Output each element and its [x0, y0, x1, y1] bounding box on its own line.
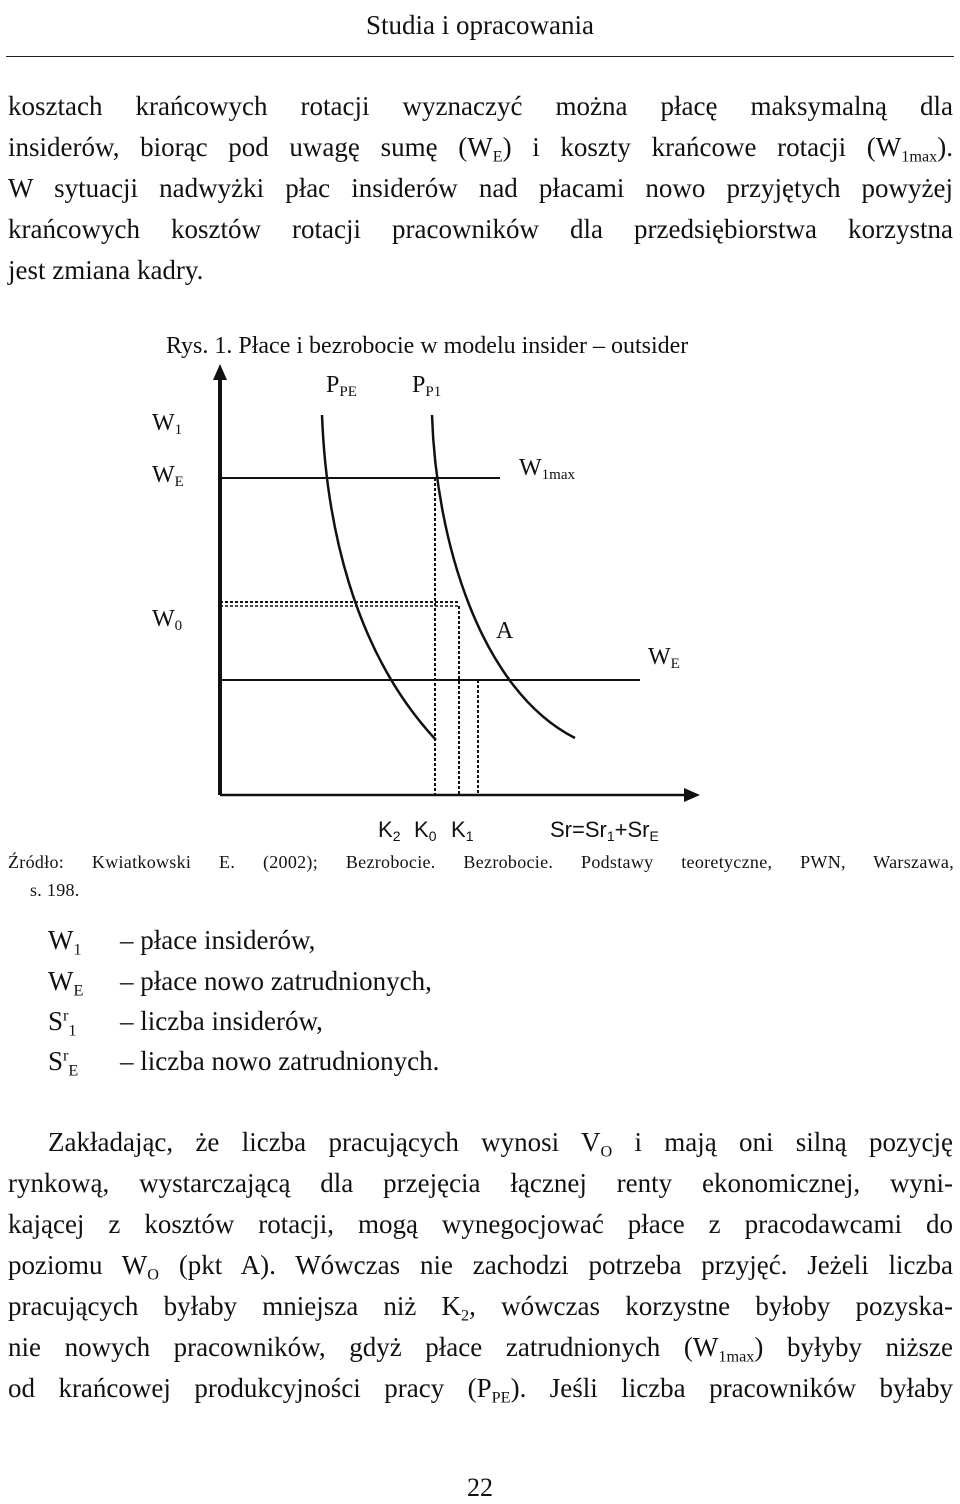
intro-line: jest zmiana kadry.	[8, 255, 204, 285]
label-k2: K2	[378, 817, 401, 844]
figure-source: Źródło: Kwiatkowski E. (2002); Bezrobocie. Bezrobocie. Podstawy teoretyczne, PWN, Warszawa,	[8, 852, 954, 872]
intro-line: W sytuacji nadwyżki płac insiderów nad płacami nowo przyjętych powyżej	[8, 173, 953, 203]
x-axis-arrow	[684, 788, 700, 802]
legend-item: $S^r_E$ – liczba nowo zatrudnionych.	[48, 1046, 440, 1080]
pp1-curve	[432, 415, 575, 738]
legend-item: $W_1$ – płace insiderów,	[48, 925, 316, 959]
body-line: pracujących byłaby mniejsza niż $K_2$, wówczas korzystne byłoby pozyska-	[8, 1291, 953, 1325]
body-line: rynkową, wystarczającą dla przejęcia łącznej renty ekonomicznej, wyni-	[8, 1168, 953, 1198]
label-ppe: PPE	[326, 372, 357, 400]
body-line: od krańcowej produkcyjności pracy $(P_{PE})$. Jeśli liczba pracowników byłaby	[8, 1373, 953, 1407]
label-k1: K1	[451, 817, 474, 844]
body-line: poziomu $W_O$ (pkt A). Wówczas nie zachodzi potrzeba przyjęć. Jeżeli liczba	[8, 1250, 953, 1284]
y-axis-arrow	[213, 364, 227, 380]
label-we-line: WE	[648, 644, 680, 672]
ppe-curve	[322, 415, 436, 740]
legend-item: $W_E$ – płace nowo zatrudnionych,	[48, 966, 432, 1000]
body-line: kającej z kosztów rotacji, mogą wynegocjować płace z pracodawcami do	[8, 1209, 953, 1239]
running-header: Studia i opracowania	[366, 10, 594, 40]
intro-line: insiderów, biorąc pod uwagę sumę $(W_E)$ i koszty krańcowe rotacji $(W_{1max})$.	[8, 132, 953, 166]
label-we: WE	[152, 462, 184, 490]
figure-caption: Rys. 1. Płace i bezrobocie w modelu insider – outsider	[166, 333, 689, 359]
symbol-legend	[48, 925, 648, 1095]
figure-source-page: s. 198.	[30, 880, 80, 900]
label-point-a: A	[496, 618, 514, 644]
page-number: 22	[467, 1473, 493, 1502]
body-line: Zakładając, że liczba pracujących wynosi $V_O$ i mają oni silną pozycję	[48, 1127, 953, 1161]
label-sr: Sr=Sr1+SrE	[550, 817, 659, 844]
label-pp1: PP1	[412, 372, 442, 400]
figure	[0, 320, 960, 850]
insider-outsider-diagram	[0, 320, 960, 850]
body-line: nie nowych pracowników, gdyż płace zatrudnionych $(W_{1max})$ byłyby niższe	[8, 1332, 954, 1366]
label-w0: W0	[152, 606, 183, 634]
header-rule	[6, 56, 954, 57]
legend-item: $S^r_1$ – liczba insiderów,	[48, 1006, 323, 1040]
label-k0: K0	[414, 817, 437, 844]
label-w1: W1	[152, 410, 183, 438]
label-w1max: W1max	[519, 455, 575, 483]
intro-line: kosztach krańcowych rotacji wyznaczyć można płacę maksymalną dla	[8, 91, 953, 121]
intro-line: krańcowych kosztów rotacji pracowników dla przedsiębiorstwa korzystna	[8, 214, 953, 244]
